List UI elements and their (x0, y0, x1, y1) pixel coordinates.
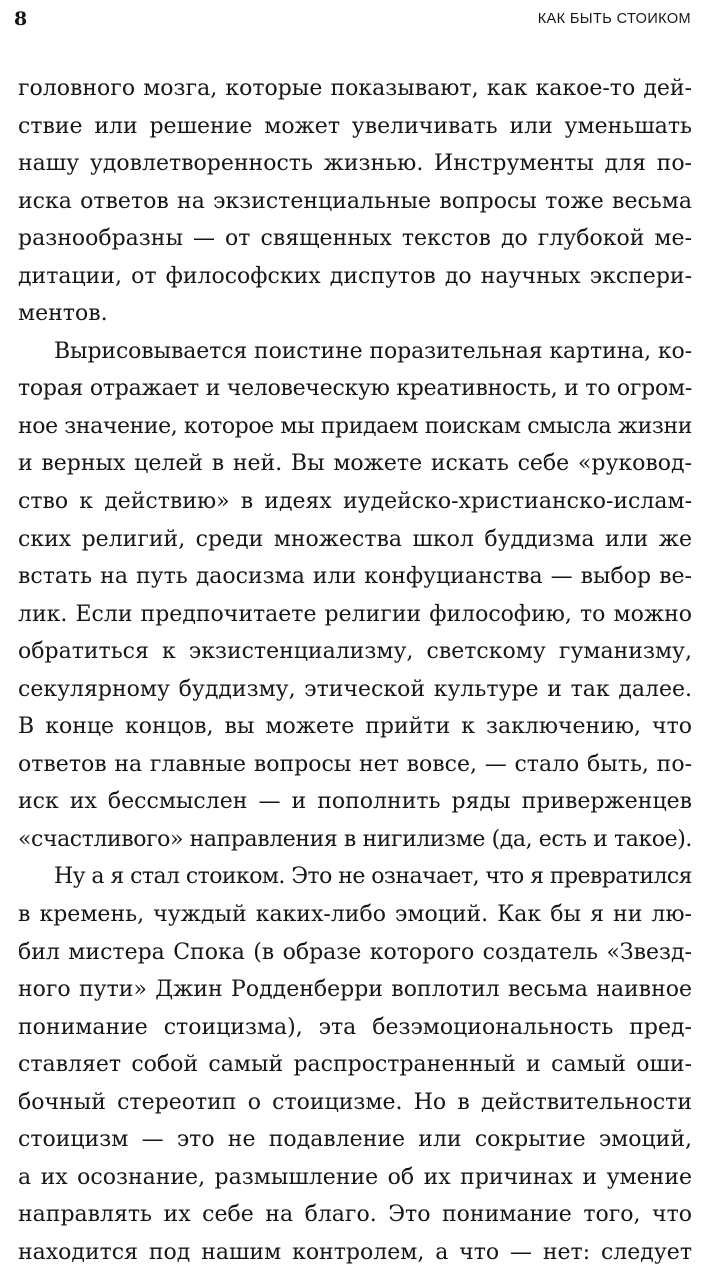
text-line: а их осознание, размышление об их причинах и умение (18, 1164, 692, 1190)
text-line: и верных целей в ней. Вы можете искать себе «руковод- (18, 451, 692, 477)
body-text (18, 70, 692, 1272)
text-line: встать на путь даосизма или конфуцианства — выбор ве- (18, 564, 692, 590)
text-line: ство к действию» в идеях иудейско-христианско-ислам- (18, 489, 692, 515)
text-line: нашу удовлетворенность жизнью. Инструменты для по- (18, 151, 692, 177)
text-line: бил мистера Спока (в образе которого создатель «Звезд- (18, 939, 692, 965)
text-line: понимание стоицизма), эта безэмоциональность пред- (18, 1014, 692, 1040)
text-line: разнообразны — от священных текстов до глубокой ме- (18, 226, 692, 252)
text-line: ских религий, среди множества школ буддизма или же (18, 526, 692, 552)
text-line: ное значение, которое мы придаем поискам смысла жизни (18, 413, 692, 439)
text-line: Вырисовывается поистине поразительная картина, ко- (54, 338, 692, 364)
text-line: иск их бессмыслен — и пополнить ряды приверженцев (18, 789, 692, 815)
text-line: головного мозга, которые показывают, как какое-то дей- (18, 76, 692, 101)
text-line: Ну а я стал стоиком. Это не означает, что я превратился (54, 864, 692, 890)
text-line: секулярному буддизму, этической культуре и так далее. (18, 676, 692, 702)
text-line: ответов на главные вопросы нет вовсе, — стало быть, по- (18, 751, 692, 777)
text-line: направлять их себе на благо. Это понимание того, что (18, 1202, 692, 1228)
text-line: обратиться к экзистенциализму, светскому гуманизму, (18, 639, 692, 665)
text-line: дитации, от философских диспутов до научных экспери- (18, 263, 692, 289)
running-head (14, 6, 691, 32)
text-line: «счастливого» направления в нигилизме (да, есть и такое). (18, 826, 692, 852)
page-number: 8 (14, 8, 28, 30)
text-line: находится под нашим контролем, а что — нет: следует (18, 1239, 692, 1265)
running-title: КАК БЫТЬ СТОИКОМ (537, 11, 691, 27)
text-line: бочный стереотип о стоицизме. Но в действительности (18, 1089, 692, 1115)
text-line: В конце концов, вы можете прийти к заключению, что (18, 714, 692, 740)
text-line: стоицизм — это не подавление или сокрытие эмоций, (18, 1127, 692, 1153)
text-line: лик. Если предпочитаете религии философию, то можно (18, 601, 692, 627)
text-line: в кремень, чуждый каких-либо эмоций. Как бы я ни лю- (18, 902, 692, 928)
text-line: ствие или решение может увеличивать или уменьшать (18, 113, 692, 139)
text-line: ментов. (18, 301, 108, 327)
text-line: ного пути» Джин Родденберри воплотил весьма наивное (18, 977, 692, 1003)
text-line: иска ответов на экзистенциальные вопросы тоже весьма (18, 188, 692, 214)
text-line: ставляет собой самый распространенный и самый оши- (18, 1052, 692, 1078)
text-line: торая отражает и человеческую креативность, и то огром- (18, 376, 692, 402)
